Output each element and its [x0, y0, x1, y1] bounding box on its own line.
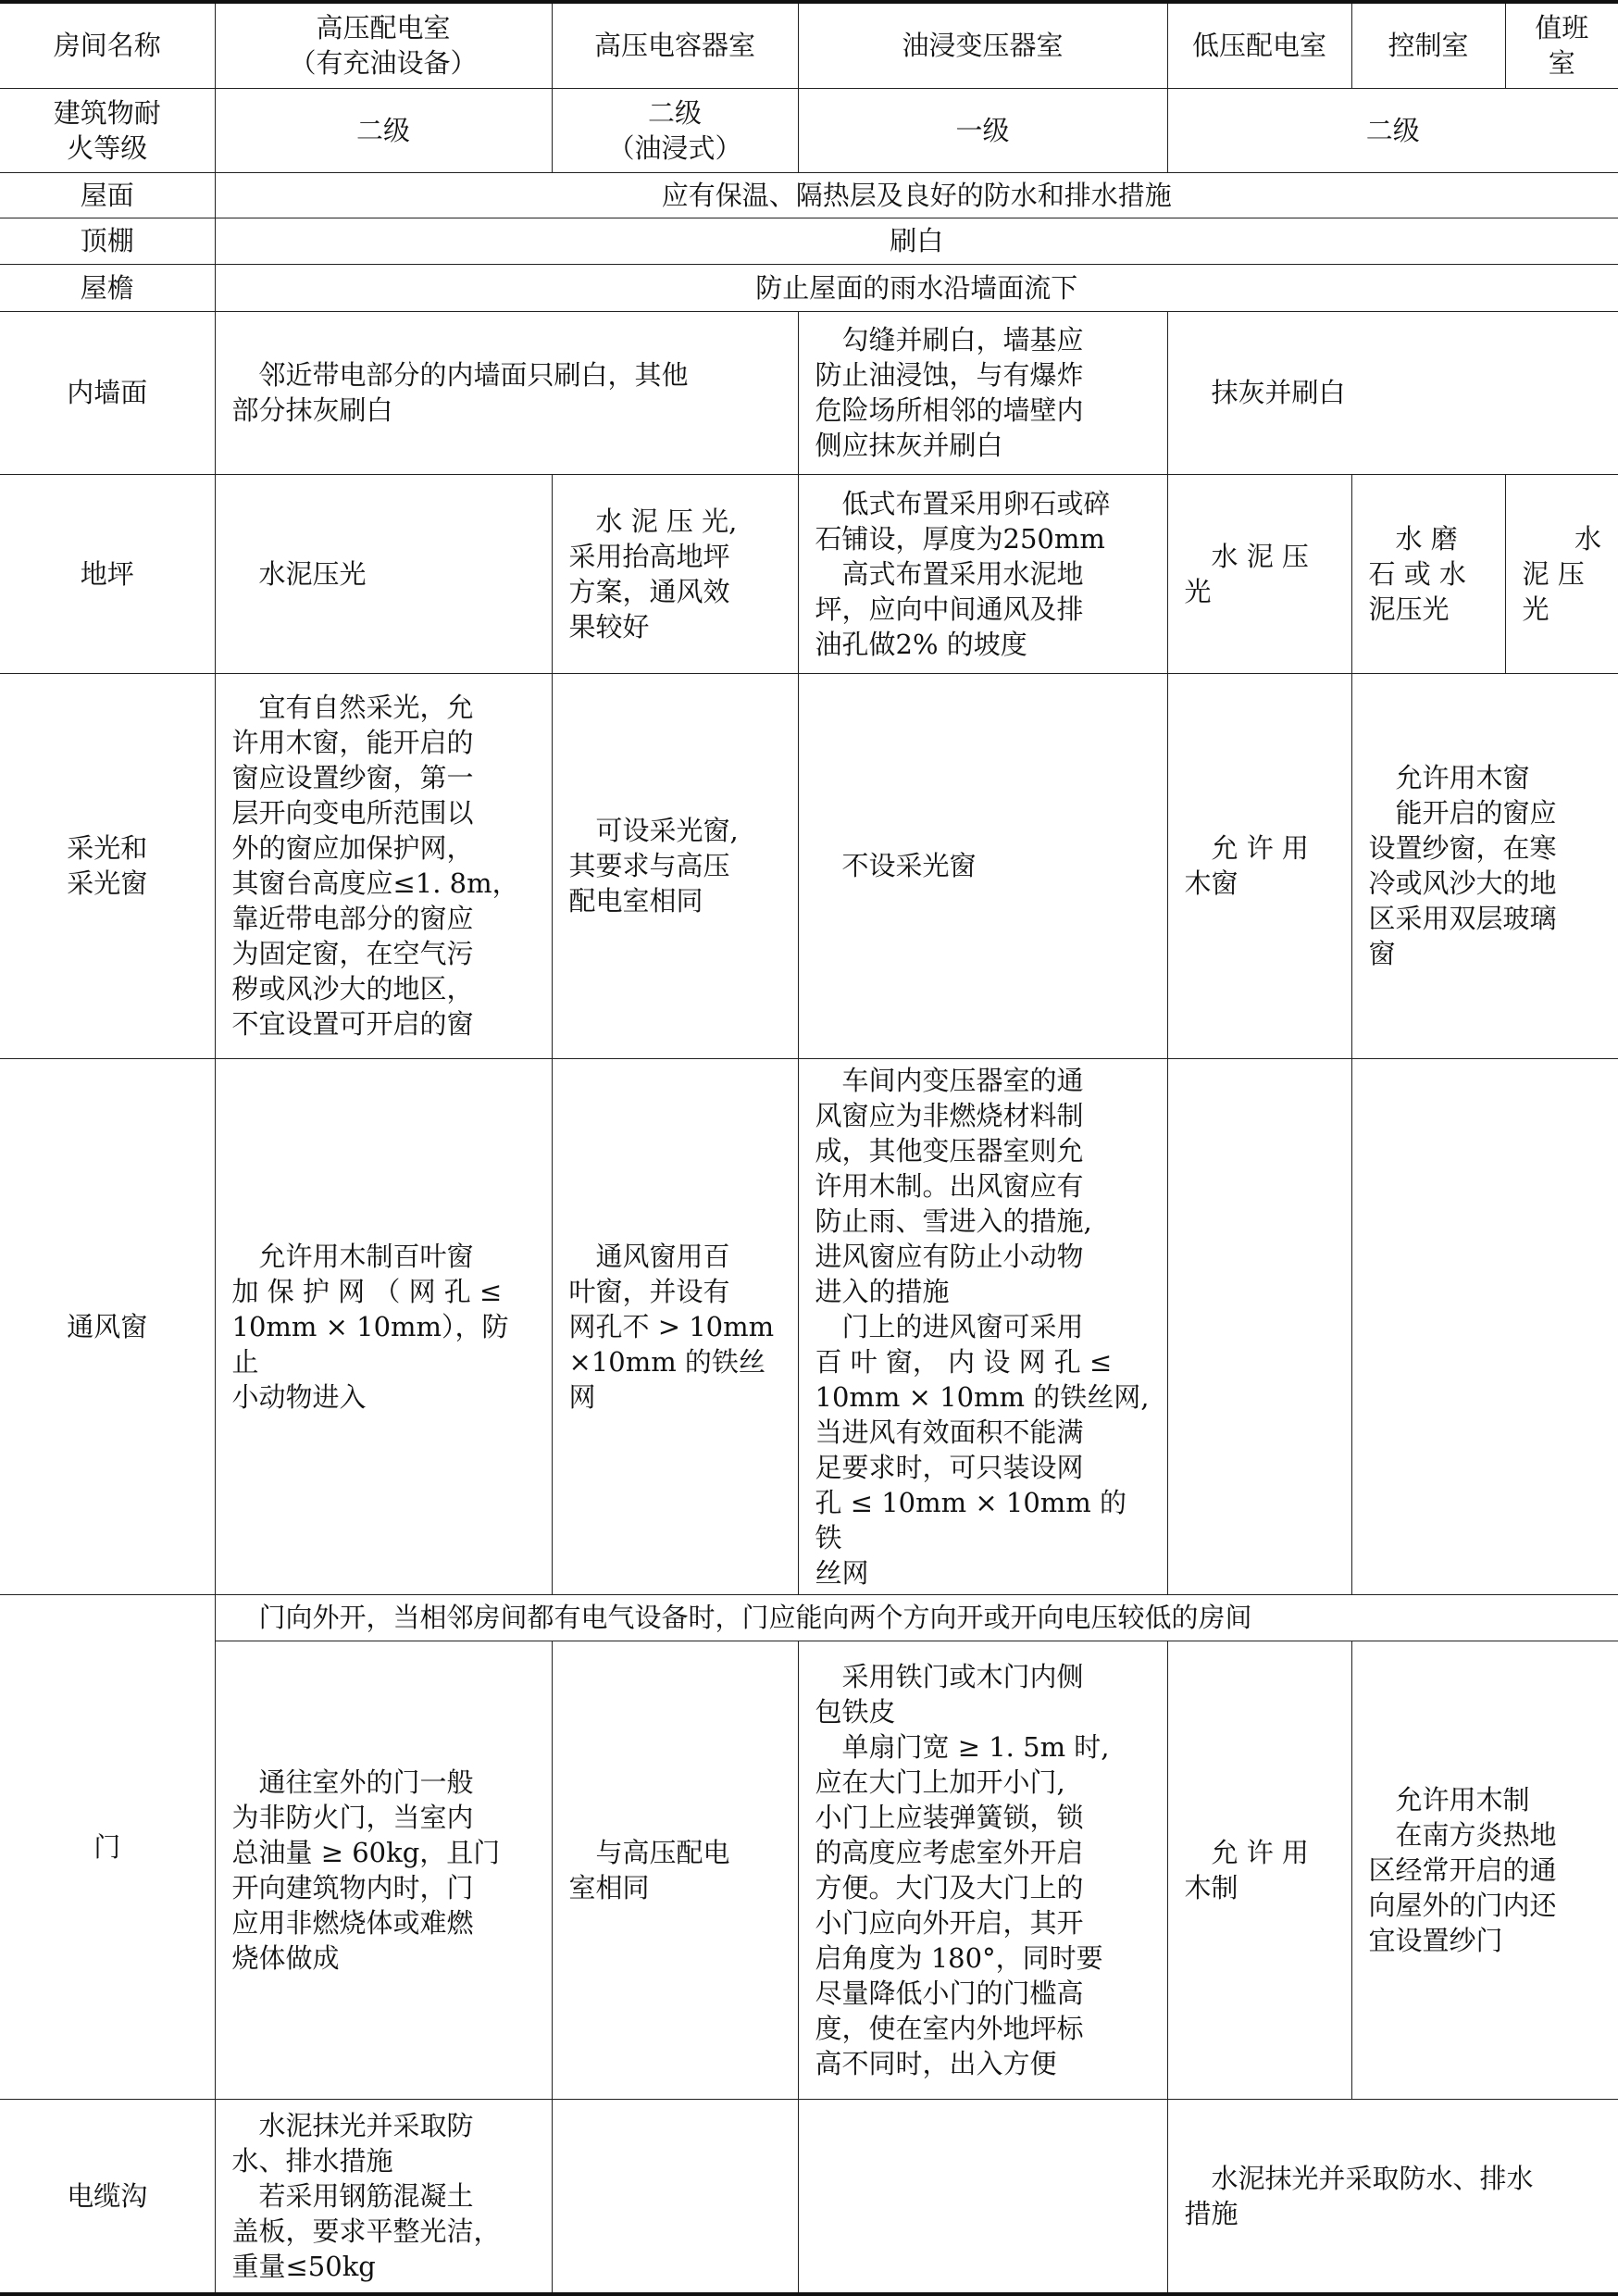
door-general-row: [0, 1594, 1618, 1641]
roof-label: 屋面: [0, 172, 215, 218]
roof-row: [0, 172, 1618, 218]
fire-rating-label: 建筑物耐 火等级: [0, 88, 215, 172]
ceiling-text: 刷白: [215, 218, 1618, 264]
door-label: 门: [0, 1594, 215, 2099]
inner-wall-row: [0, 311, 1618, 474]
header-row: [0, 2, 1618, 88]
lighting-hv-capacitor: 可设采光窗, 其要求与高压 配电室相同: [552, 673, 798, 1058]
roof-text: 应有保温、隔热层及良好的防水和排水措施: [215, 172, 1618, 218]
header-control-room: 控制室: [1351, 2, 1505, 88]
cable-label: 电缆沟: [0, 2099, 215, 2294]
fire-rating-row: [0, 88, 1618, 172]
door-general: 门向外开，当相邻房间都有电气设备时，门应能向两个方向开或开向电压较低的房间: [215, 1594, 1618, 1641]
floor-hv-capacitor: 水 泥 压 光, 采用抬高地坪 方案，通风效 果较好: [552, 474, 798, 673]
header-hv-capacitor: 高压电容器室: [552, 2, 798, 88]
inner-wall-label: 内墙面: [0, 311, 215, 474]
header-oil-transformer: 油浸变压器室: [798, 2, 1167, 88]
header-lv-room: 低压配电室: [1167, 2, 1351, 88]
vent-label: 通风窗: [0, 1058, 215, 1594]
header-duty-room: 值班室: [1505, 2, 1618, 88]
door-control-and-duty: 允许用木制 在南方炎热地 区经常开启的通 向屋外的门内还 宜设置纱门: [1351, 1641, 1618, 2099]
vent-hv-room: 允许用木制百叶窗 加 保 护 网 （ 网 孔 ≤ 10mm × 10mm），防止 小动物进入: [215, 1058, 552, 1594]
eaves-row: [0, 264, 1618, 311]
floor-oil-transformer: 低式布置采用卵石或碎 石铺设，厚度为250mm 高式布置采用水泥地 坪，应向中间通风及排 油孔做2% 的坡度: [798, 474, 1167, 673]
vent-lv-room: [1167, 1058, 1351, 1594]
inner-wall-oil-transformer: 勾缝并刷白，墙基应 防止油浸蚀，与有爆炸 危险场所相邻的墙壁内 侧应抹灰并刷白: [798, 311, 1167, 474]
header-hv-room: 高压配电室 （有充油设备）: [215, 2, 552, 88]
lighting-row: [0, 673, 1618, 1058]
fire-rating-hv-capacitor: 二级 （油浸式）: [552, 88, 798, 172]
floor-control-room: 水 磨 石 或 水 泥压光: [1351, 474, 1505, 673]
cable-hv-capacitor: [552, 2099, 798, 2294]
eaves-text: 防止屋面的雨水沿墙面流下: [215, 264, 1618, 311]
floor-lv-room: 水 泥 压 光: [1167, 474, 1351, 673]
vent-row: [0, 1058, 1618, 1594]
cable-hv-room: 水泥抹光并采取防 水、排水措施 若采用钢筋混凝土 盖板，要求平整光洁， 重量≤50kg: [215, 2099, 552, 2294]
lighting-oil-transformer: 不设采光窗: [798, 673, 1167, 1058]
lighting-hv-room: 宜有自然采光，允 许用木窗，能开启的 窗应设置纱窗，第一 层开向变电所范围以 外的窗应加保护网， 其窗台高度应≤1. 8m， 靠近带电部分的窗应 为固定窗，在空气污 秽或风沙大的地区， 不宜设置可开启的窗: [215, 673, 552, 1058]
floor-label: 地坪: [0, 474, 215, 673]
door-oil-transformer: 采用铁门或木门内侧 包铁皮 单扇门宽 ≥ 1. 5m 时, 应在大门上加开小门, 小门上应装弹簧锁，锁 的高度应考虑室外开启 方便。大门及大门上的 小门应向外开启，其开 启角度为 180°，同时要 尽量降低小门的门槛高 度，使在室内外地坪标 高不同时，出入方便: [798, 1641, 1167, 2099]
floor-duty-room: 水 泥 压 光: [1505, 474, 1618, 673]
lighting-label: 采光和 采光窗: [0, 673, 215, 1058]
vent-control-and-duty: [1351, 1058, 1618, 1594]
inner-wall-hv-and-capacitor: 邻近带电部分的内墙面只刷白，其他 部分抹灰刷白: [215, 311, 798, 474]
ceiling-row: [0, 218, 1618, 264]
floor-row: [0, 474, 1618, 673]
door-hv-capacitor: 与高压配电 室相同: [552, 1641, 798, 2099]
fire-rating-others: 二级: [1167, 88, 1618, 172]
door-hv-room: 通往室外的门一般 为非防火门，当室内 总油量 ≥ 60kg，且门 开向建筑物内时，门 应用非燃烧体或难燃 烧体做成: [215, 1641, 552, 2099]
floor-hv-room: 水泥压光: [215, 474, 552, 673]
vent-hv-capacitor: 通风窗用百 叶窗，并设有 网孔不 > 10mm ×10mm 的铁丝 网: [552, 1058, 798, 1594]
door-detail-row: [0, 1641, 1618, 2099]
fire-rating-oil-transformer: 一级: [798, 88, 1167, 172]
lighting-lv-room: 允 许 用 木窗: [1167, 673, 1351, 1058]
cable-row: [0, 2099, 1618, 2294]
inner-wall-others: 抹灰并刷白: [1167, 311, 1618, 474]
vent-oil-transformer: 车间内变压器室的通 风窗应为非燃烧材料制 成，其他变压器室则允 许用木制。出风窗应有 防止雨、雪进入的措施, 进风窗应有防止小动物 进入的措施 门上的进风窗可采用 百 叶 窗， 内 设 网 孔 ≤ 10mm × 10mm 的铁丝网, 当进风有效面积不能满 足要求时，可只装设网 孔 ≤ 10mm × 10mm 的铁 丝网: [798, 1058, 1167, 1594]
lighting-control-and-duty: 允许用木窗 能开启的窗应 设置纱窗，在寒 冷或风沙大的地 区采用双层玻璃 窗: [1351, 673, 1618, 1058]
eaves-label: 屋檐: [0, 264, 215, 311]
cable-others: 水泥抹光并采取防水、排水 措施: [1167, 2099, 1618, 2294]
ceiling-label: 顶棚: [0, 218, 215, 264]
header-room-name: 房间名称: [0, 2, 215, 88]
cable-oil-transformer: [798, 2099, 1167, 2294]
fire-rating-hv-room: 二级: [215, 88, 552, 172]
door-lv-room: 允 许 用 木制: [1167, 1641, 1351, 2099]
